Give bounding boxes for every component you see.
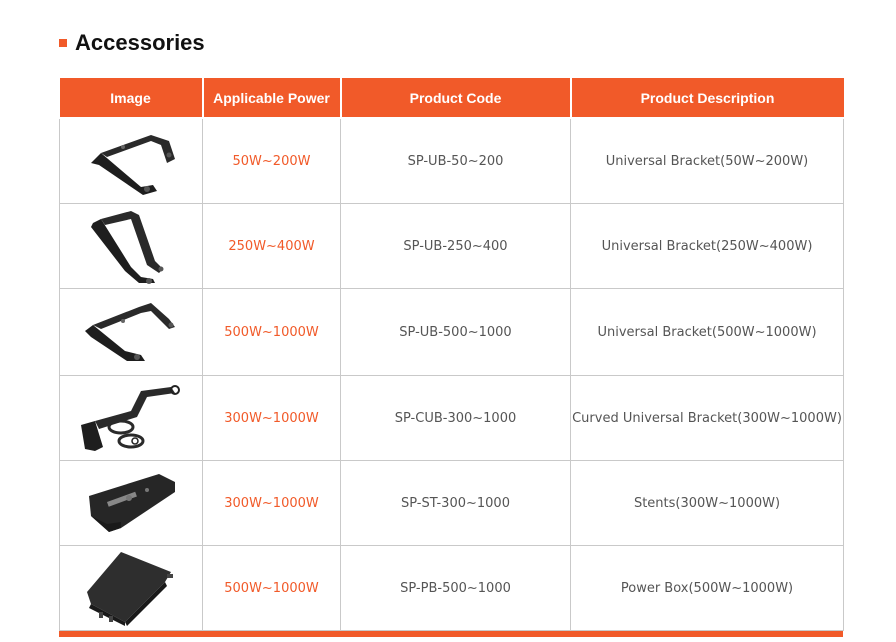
product-image-cell	[60, 461, 203, 546]
curved-bracket-icon	[75, 381, 187, 455]
product-description: Universal Bracket(250W~400W)	[571, 204, 844, 289]
table-row	[60, 289, 844, 376]
product-image-cell	[60, 204, 203, 289]
product-code: SP-ST-300~1000	[341, 461, 571, 546]
table-row	[60, 204, 844, 289]
product-code: SP-CUB-300~1000	[341, 376, 571, 461]
title-bullet-icon	[59, 39, 67, 47]
section-header	[59, 30, 205, 56]
u-bracket-wide-icon	[79, 299, 183, 365]
applicable-power: 300W~1000W	[203, 376, 341, 461]
table-bottom-bar	[59, 631, 843, 637]
header-product-description: Product Description	[571, 78, 844, 118]
stent-icon	[81, 470, 181, 536]
table-header-row	[60, 78, 844, 118]
header-image: Image	[60, 78, 203, 118]
product-description: Universal Bracket(50W~200W)	[571, 118, 844, 204]
product-code: SP-PB-500~1000	[341, 546, 571, 631]
product-image-cell	[60, 376, 203, 461]
applicable-power: 500W~1000W	[203, 546, 341, 631]
applicable-power: 500W~1000W	[203, 289, 341, 376]
u-bracket-icon	[81, 125, 181, 197]
product-description: Curved Universal Bracket(300W~1000W)	[571, 376, 844, 461]
table-row	[60, 461, 844, 546]
applicable-power: 50W~200W	[203, 118, 341, 204]
applicable-power: 250W~400W	[203, 204, 341, 289]
applicable-power: 300W~1000W	[203, 461, 341, 546]
product-description: Stents(300W~1000W)	[571, 461, 844, 546]
product-code: SP-UB-500~1000	[341, 289, 571, 376]
u-bracket-large-icon	[81, 207, 181, 285]
section-title: Accessories	[75, 30, 205, 55]
accessories-table	[59, 78, 844, 631]
power-box-icon	[81, 548, 181, 628]
product-code: SP-UB-50~200	[341, 118, 571, 204]
product-image-cell	[60, 289, 203, 376]
header-applicable-power: Applicable Power	[203, 78, 341, 118]
table-row	[60, 546, 844, 631]
product-description: Power Box(500W~1000W)	[571, 546, 844, 631]
table-row	[60, 376, 844, 461]
header-product-code: Product Code	[341, 78, 571, 118]
product-description: Universal Bracket(500W~1000W)	[571, 289, 844, 376]
table-row	[60, 118, 844, 204]
product-image-cell	[60, 118, 203, 204]
product-image-cell	[60, 546, 203, 631]
product-code: SP-UB-250~400	[341, 204, 571, 289]
